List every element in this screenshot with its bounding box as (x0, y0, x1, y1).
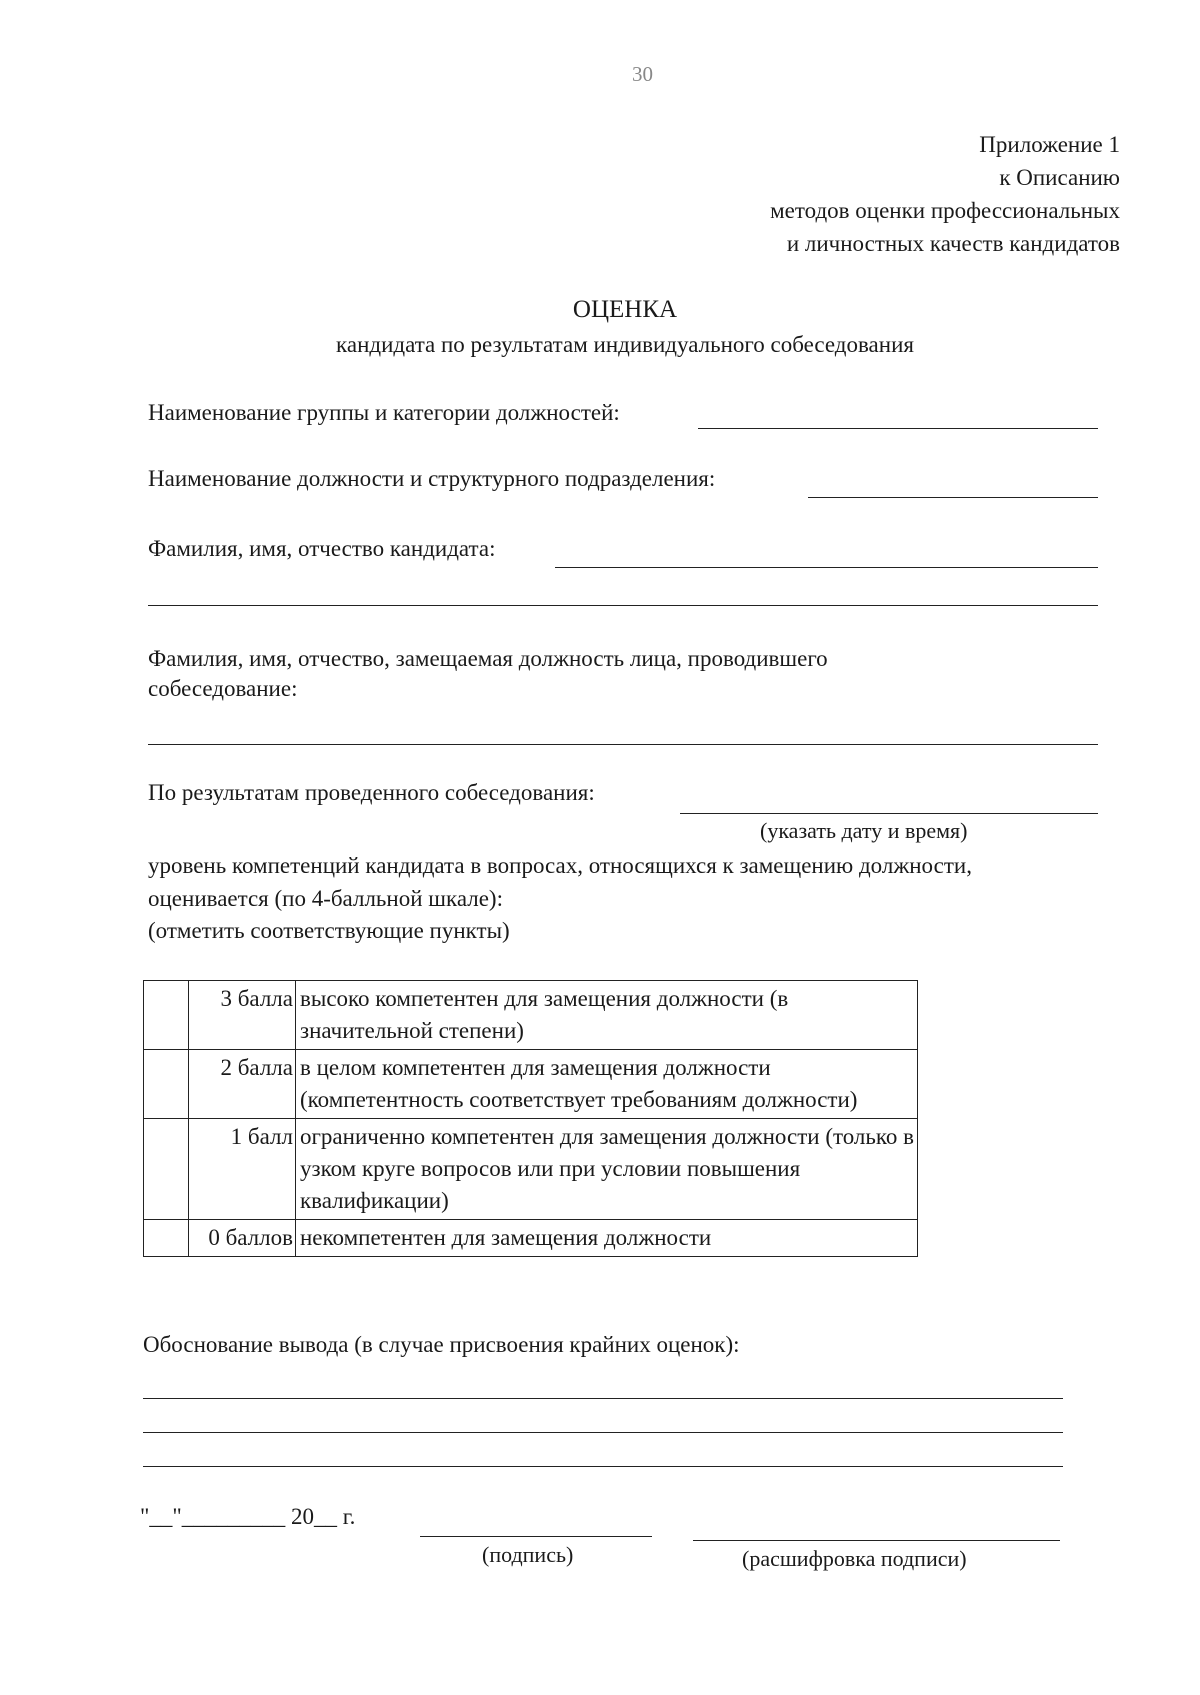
results-text-line-1: уровень компетенций кандидата в вопросах, относящихся к замещению должности, (148, 853, 972, 878)
annex-line-3: методов оценки профессиональных (770, 198, 1120, 223)
signature-date[interactable]: "__"_________ 20__ г. (140, 1504, 356, 1529)
document-subtitle: кандидата по результатам индивидуального собеседования (336, 332, 914, 357)
annex-line-2: к Описанию (999, 165, 1120, 190)
interview-datetime-field[interactable] (680, 813, 1098, 814)
results-label: По результатам проведенного собеседования: (148, 780, 595, 805)
decoding-hint: (расшифровка подписи) (742, 1546, 967, 1571)
signature-decoding-field[interactable] (693, 1540, 1060, 1541)
results-text-line-3: (отметить соответствующие пункты) (148, 918, 510, 943)
group-category-label: Наименование группы и категории должностей: (148, 400, 620, 425)
candidate-name-field[interactable] (555, 567, 1098, 568)
position-unit-label: Наименование должности и структурного подразделения: (148, 466, 716, 491)
signature-hint: (подпись) (482, 1542, 574, 1567)
page-number: 30 (632, 62, 653, 86)
annex-line-4: и личностных качеств кандидатов (786, 231, 1120, 256)
score-value: 1 балл (189, 1119, 296, 1220)
interviewer-label-line-2: собеседование: (148, 676, 298, 701)
score-checkbox-2[interactable] (144, 1050, 189, 1119)
interviewer-label-line-1: Фамилия, имя, отчество, замещаемая должность лица, проводившего (148, 646, 828, 671)
results-text-line-2: оценивается (по 4-балльной шкале): (148, 886, 503, 911)
document-title: ОЦЕНКА (572, 296, 678, 323)
score-value: 2 балла (189, 1050, 296, 1119)
score-value: 0 баллов (189, 1220, 296, 1257)
candidate-name-field-continued[interactable] (148, 605, 1098, 606)
table-row (144, 981, 918, 1050)
table-row (144, 1050, 918, 1119)
score-checkbox-1[interactable] (144, 1119, 189, 1220)
score-value: 3 балла (189, 981, 296, 1050)
annex-line-1: Приложение 1 (979, 132, 1120, 157)
annex-header (770, 128, 1120, 260)
group-category-field[interactable] (698, 428, 1098, 429)
candidate-name-label: Фамилия, имя, отчество кандидата: (148, 536, 496, 561)
score-checkbox-3[interactable] (144, 981, 189, 1050)
position-unit-field[interactable] (808, 497, 1098, 498)
score-description: высоко компетентен для замещения должности (в значительной степени) (296, 981, 918, 1050)
table-row (144, 1119, 918, 1220)
justification-label: Обоснование вывода (в случае присвоения крайних оценок): (143, 1332, 740, 1357)
score-description: в целом компетентен для замещения должности (компетентность соответствует требованиям должности) (296, 1050, 918, 1119)
justification-line-1[interactable] (143, 1398, 1063, 1399)
score-description: ограниченно компетентен для замещения должности (только в узком круге вопросов или при условии повышения квалификации) (296, 1119, 918, 1220)
interviewer-field[interactable] (148, 744, 1098, 745)
table-row (144, 1220, 918, 1257)
scores-table (143, 980, 918, 1257)
score-checkbox-0[interactable] (144, 1220, 189, 1257)
signature-field[interactable] (420, 1536, 652, 1537)
datetime-hint: (указать дату и время) (760, 818, 968, 843)
justification-line-3[interactable] (143, 1466, 1063, 1467)
justification-line-2[interactable] (143, 1432, 1063, 1433)
score-description: некомпетентен для замещения должности (296, 1220, 918, 1257)
